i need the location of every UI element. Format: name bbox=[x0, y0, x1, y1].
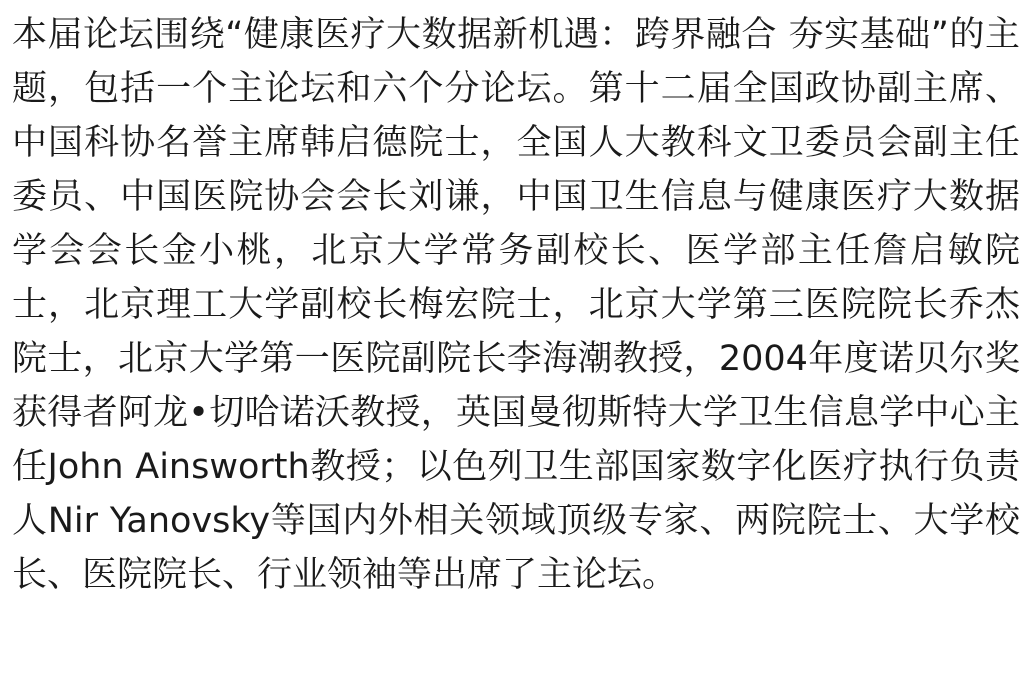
article-paragraph: 本届论坛围绕“健康医疗大数据新机遇：跨界融合 夯实基础”的主题，包括一个主论坛和六个分论坛。第十二届全国政协副主席、中国科协名誉主席韩启德院士，全国人大教科文卫委员会副主任委员、中国医院协会会长刘谦，中国卫生信息与健康医疗大数据学会会长金小桃，北京大学常务副校长、医学部主任詹启敏院士，北京理工大学副校长梅宏院士，北京大学第三医院院长乔杰院士，北京大学第一医院副院长李海潮教授，2004年度诺贝尔奖获得者阿龙•切哈诺沃教授，英国曼彻斯特大学卫生信息学中心主任John Ainsworth教授；以色列卫生部国家数字化医疗执行负责人Nir Yanovsky等国内外相关领域顶级专家、两院院士、大学校长、医院院长、行业领袖等出席了主论坛。 bbox=[12, 15, 1020, 595]
